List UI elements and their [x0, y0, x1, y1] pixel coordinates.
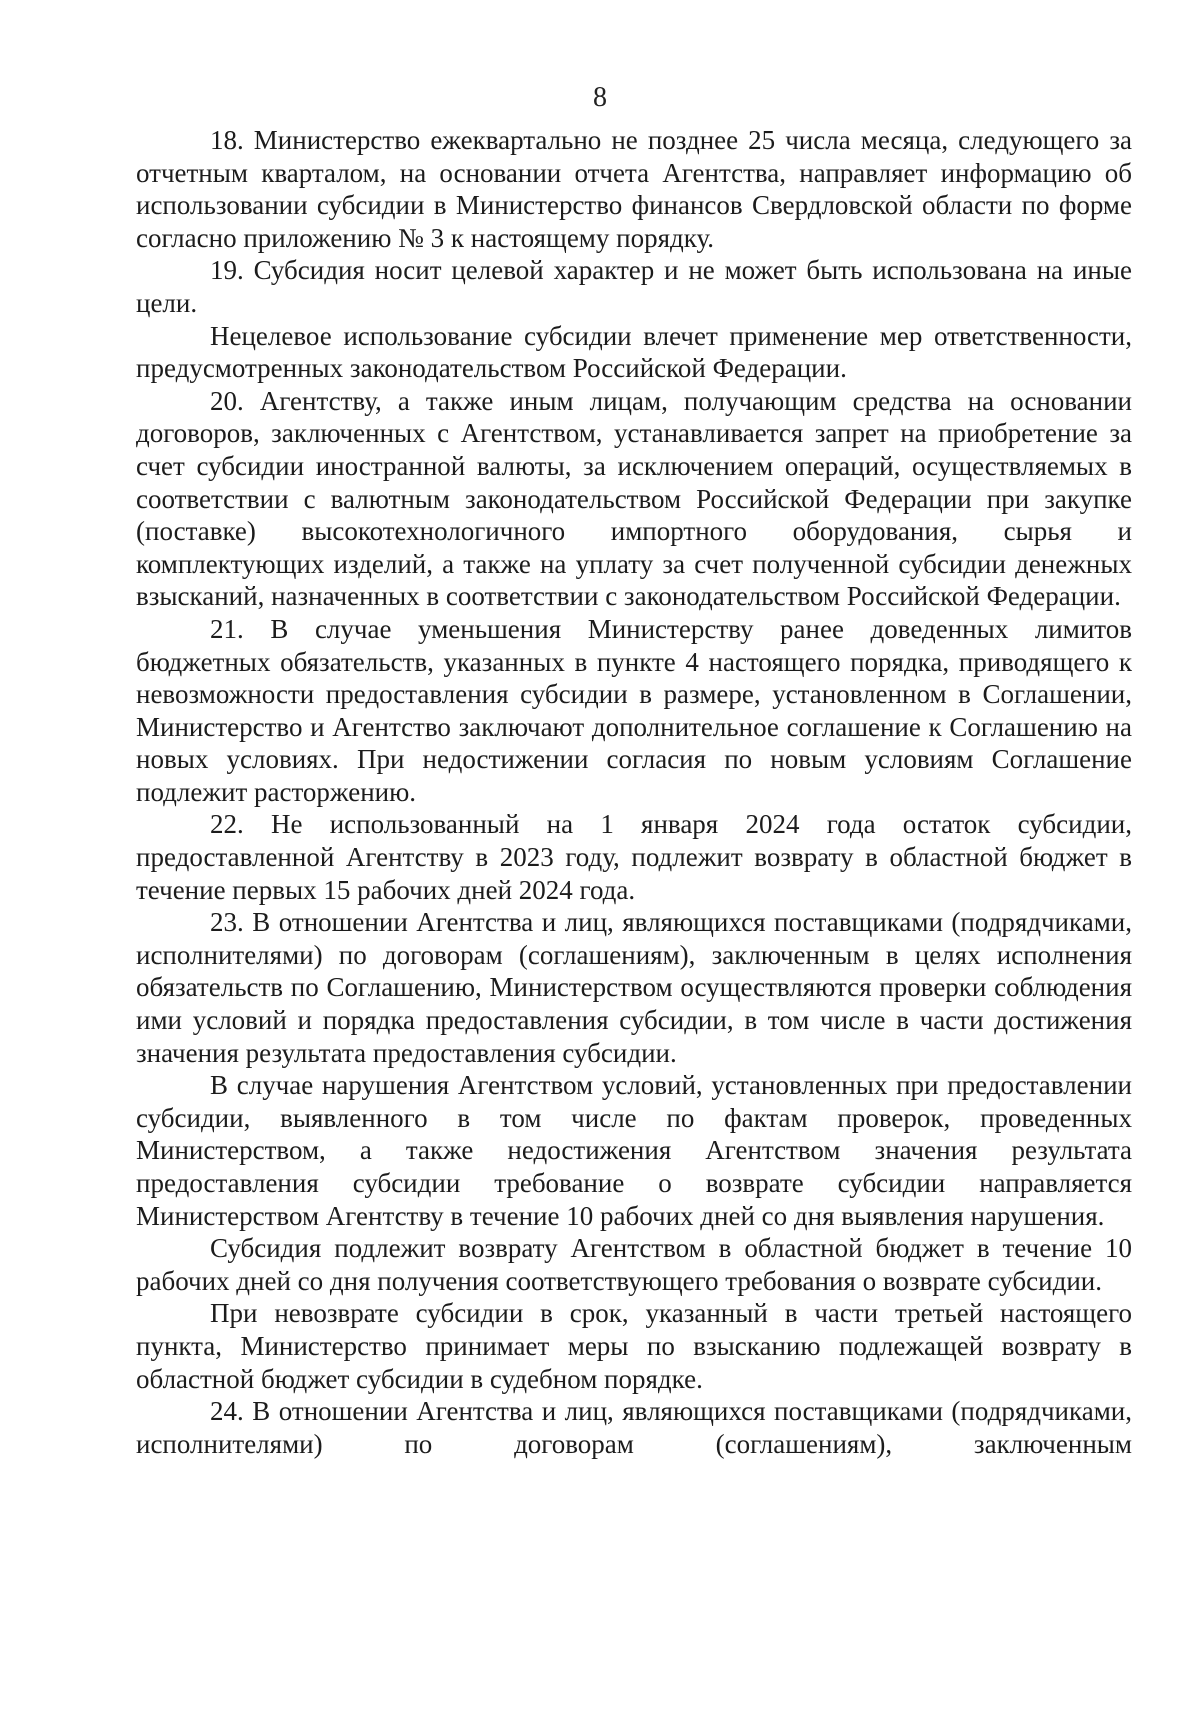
paragraph-21: 21. В случае уменьшения Министерству ранее доведенных лимитов бюджетных обязательств, указанных в пункте 4 настоящего порядка, приводящего к невозможности предоставления субсидии в размере, установленном в Соглашении, Министерство и Агентство заключают дополнительное соглашение к Соглашению на новых условиях. При недостижении согласия по новым условиям Соглашение подлежит расторжению. — [136, 613, 1132, 807]
paragraph-23-court: При невозврате субсидии в срок, указанный в части третьей настоящего пункта, Министерство принимает меры по взысканию подлежащей возврату в областной бюджет субсидии в судебном порядке. — [136, 1298, 1132, 1394]
paragraph-24: 24. В отношении Агентства и лиц, являющихся поставщиками (подрядчиками, исполнителями) по договорам (соглашениям), заключенным — [136, 1396, 1132, 1459]
paragraph-18: 18. Министерство ежеквартально не позднее 25 числа месяца, следующего за отчетным кварталом, на основании отчета Агентства, направляет информацию об использовании субсидии в Министерство финансов Свердловской области по форме согласно приложению № 3 к настоящему порядку. — [136, 125, 1132, 253]
paragraph-20: 20. Агентству, а также иным лицам, получающим средства на основании договоров, заключенных с Агентством, устанавливается запрет на приобретение за счет субсидии иностранной валюты, за исключением операций, осуществляемых в соответствии с валютным законодательством Российской Федерации при закупке (поставке) высокотехнологичного импортного оборудования, сырья и комплектующих изделий, а также на уплату за счет полученной субсидии денежных взысканий, назначенных в соответствии с законодательством Российской Федерации. — [136, 385, 1132, 612]
paragraph-19: 19. Субсидия носит целевой характер и не может быть использована на иные цели. — [136, 255, 1132, 318]
paragraph-23: 23. В отношении Агентства и лиц, являющихся поставщиками (подрядчиками, исполнителями) по договорам (соглашениям), заключенным в целях исполнения обязательств по Соглашению, Министерством осуществляются проверки соблюдения ими условий и порядка предоставления субсидии, в том числе в части достижения значения результата предоставления субсидии. — [136, 907, 1132, 1068]
paragraph-19-misuse: Нецелевое использование субсидии влечет применение мер ответственности, предусмотренных законодательством Российской Федерации. — [136, 320, 1132, 384]
paragraph-23-refund: Субсидия подлежит возврату Агентством в областной бюджет в течение 10 рабочих дней со дня получения соответствующего требования о возврате субсидии. — [136, 1233, 1132, 1296]
page-number: 8 — [593, 82, 607, 113]
paragraph-22: 22. Не использованный на 1 января 2024 года остаток субсидии, предоставленной Агентству в 2023 году, подлежит возврату в областной бюджет в течение первых 15 рабочих дней 2024 года. — [136, 809, 1132, 905]
document-body — [136, 124, 1132, 1460]
paragraph-23-violation: В случае нарушения Агентством условий, установленных при предоставлении субсидии, выявленного в том числе по фактам проверок, проведенных Министерством, а также недостижения Агентством значения результата предоставления субсидии требование о возврате субсидии направляется Министерством Агентству в течение 10 рабочих дней со дня выявления нарушения. — [136, 1070, 1132, 1231]
